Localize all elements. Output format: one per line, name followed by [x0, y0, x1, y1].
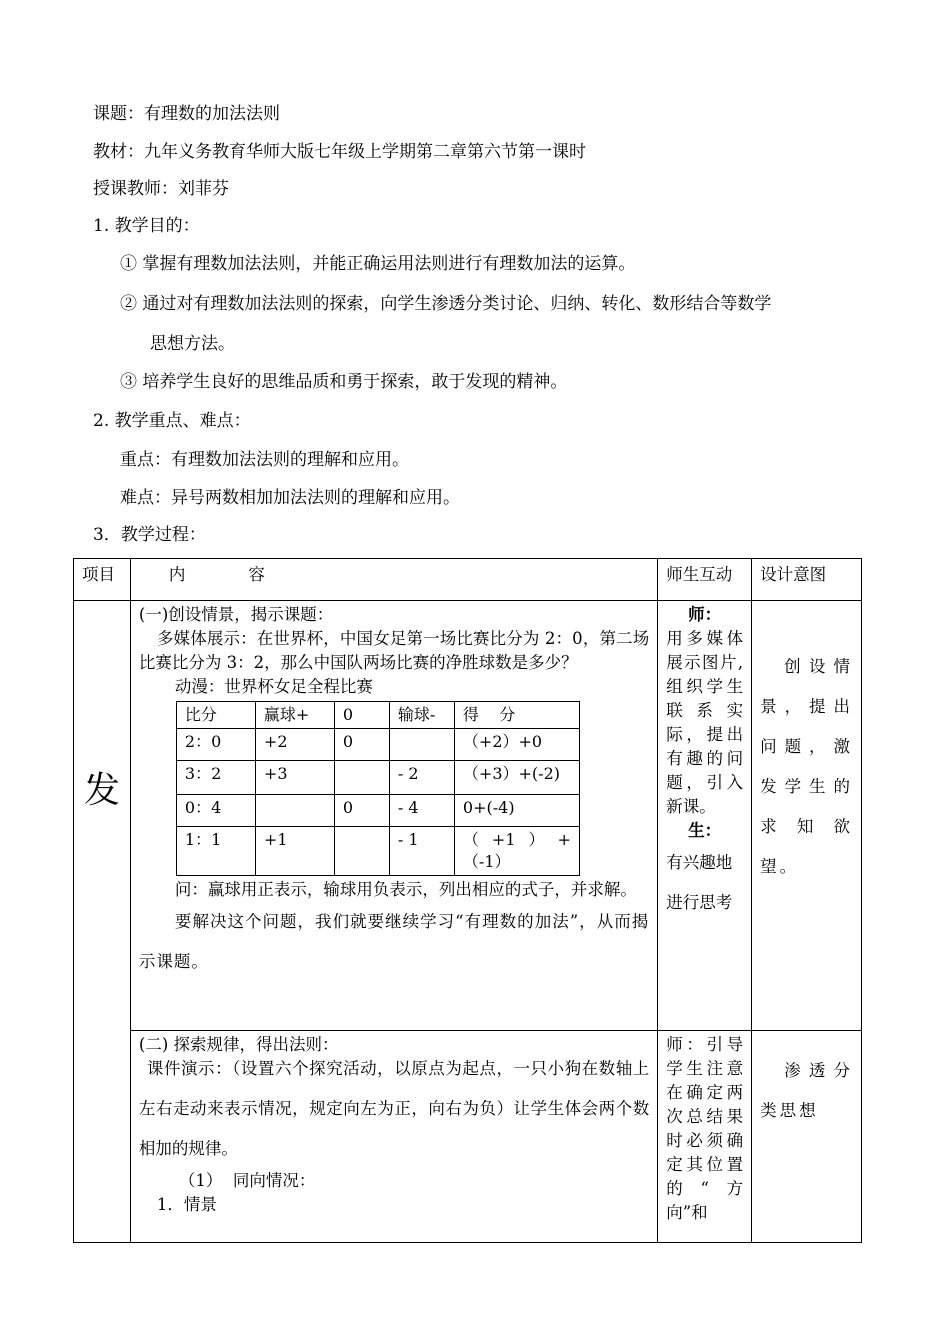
- score-cell: （+2）+0: [454, 729, 579, 761]
- goal-3: ③ 培养学生良好的思维品质和勇于探索，敢于发现的精神。: [120, 372, 568, 392]
- score-cell: （+1）+（-1）: [454, 827, 579, 876]
- score-header: 输球-: [389, 702, 454, 729]
- teacher-label: 师：: [688, 605, 722, 624]
- section-key-title: 2. 教学重点、难点：: [93, 411, 251, 431]
- goal-2-line-2: 思想方法。: [150, 334, 235, 354]
- score-cell: 0: [334, 795, 389, 827]
- teacher-activity: 用多媒体展示图片,组织学生联系实际，提出有趣的问题，引入新课。: [666, 629, 744, 816]
- score-cell: +1: [255, 827, 334, 876]
- row1-paragraph-2: 动漫：世界杯女足全程比赛: [174, 677, 373, 696]
- row2-interaction-text: 师：引导学生注意在确定两次总结果时必须确定其位置的“方向”和: [666, 1035, 744, 1222]
- row2-title: (二) 探索规律，得出法则：: [138, 1035, 339, 1054]
- score-cell: +2: [255, 729, 334, 761]
- section-process-title: 3．教学过程：: [93, 525, 206, 545]
- score-header: 得 分: [454, 702, 579, 729]
- student-label: 生：: [688, 821, 722, 840]
- score-cell: [334, 827, 389, 876]
- score-header: 赢球+: [255, 702, 334, 729]
- score-header: 比分: [176, 702, 255, 729]
- score-table: [176, 701, 580, 876]
- header-interaction: 师生互动: [658, 559, 752, 601]
- row1-intent: [752, 601, 862, 1031]
- header-content: 内 容: [130, 559, 657, 601]
- header-intent: 设计意图: [752, 559, 862, 601]
- row2-paragraph-2: （1） 同向情况：: [178, 1171, 316, 1190]
- score-cell: [334, 761, 389, 795]
- score-cell: [255, 795, 334, 827]
- goal-1: ① 掌握有理数加法法则，并能正确运用法则进行有理数加法的运算。: [120, 254, 636, 274]
- score-cell: +3: [255, 761, 334, 795]
- row1-paragraph-3: 问：赢球用正表示，输球用负表示，列出相应的式子，并求解。: [174, 880, 637, 899]
- score-cell: 0+(-4): [454, 795, 579, 827]
- score-cell: 0: [334, 729, 389, 761]
- score-cell: - 4: [389, 795, 454, 827]
- row1-intent-text: 创设情景，提出问题，激发学生的求知欲望。: [760, 657, 853, 876]
- row1-interaction: [658, 601, 752, 1031]
- row1-content: [130, 601, 657, 1031]
- goal-2-line-1: ② 通过对有理数加法法则的探索，向学生渗透分类讨论、归纳、转化、数形结合等数学: [120, 294, 772, 314]
- row1-paragraph-4: 要解决这个问题，我们就要继续学习“有理数的加法”，从而揭示课题。: [138, 912, 650, 971]
- row1-title: (一)创设情景，揭示课题：: [138, 605, 334, 624]
- row2-intent-text: 渗透分类思想: [760, 1061, 853, 1120]
- score-cell: [389, 729, 454, 761]
- row1-paragraph-1: 多媒体展示：在世界杯，中国女足第一场比赛比分为 2：0，第二场比赛比分为 3：2，那么中国队两场比赛的净胜球数是多少？: [138, 629, 650, 672]
- score-cell: （+3）+(-2): [454, 761, 579, 795]
- row2-intent: [752, 1031, 862, 1243]
- row2-paragraph-1: 课件演示：（设置六个探究活动，以原点为起点，一只小狗在数轴上左右走动来表示情况，规定向左为正，向右为负）让学生体会两个数相加的规律。: [138, 1059, 650, 1158]
- score-cell: 1：1: [176, 827, 255, 876]
- row2-paragraph-3: 1．情景: [156, 1195, 217, 1214]
- side-column: [74, 601, 131, 1243]
- score-cell: - 1: [389, 827, 454, 876]
- score-header: 0: [334, 702, 389, 729]
- section-goals-title: 1. 教学目的：: [93, 216, 200, 236]
- score-cell: - 2: [389, 761, 454, 795]
- side-char: 发: [84, 770, 121, 811]
- lesson-topic: 课题：有理数的加法法则: [93, 104, 280, 124]
- score-cell: 3：2: [176, 761, 255, 795]
- header-item: 项目: [74, 559, 131, 601]
- teaching-process-table: [73, 558, 862, 1243]
- textbook-info: 教材：九年义务教育华师大版七年级上学期第二章第六节第一课时: [93, 142, 586, 162]
- key-point: 重点：有理数加法法则的理解和应用。: [120, 450, 409, 470]
- score-cell: 2：0: [176, 729, 255, 761]
- difficult-point: 难点：异号两数相加加法法则的理解和应用。: [120, 488, 460, 508]
- row2-interaction: [658, 1031, 752, 1243]
- score-cell: 0：4: [176, 795, 255, 827]
- student-activity: 有兴趣地进行思考: [666, 853, 733, 912]
- teacher-info: 授课教师：刘菲芬: [93, 179, 229, 199]
- row2-content: [130, 1031, 657, 1243]
